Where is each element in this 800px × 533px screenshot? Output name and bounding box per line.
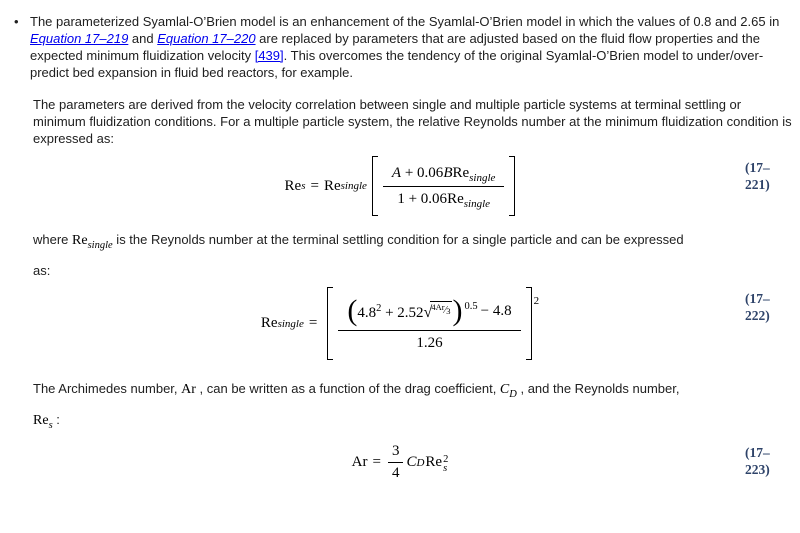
right-bracket bbox=[526, 287, 532, 360]
math-term: A bbox=[391, 165, 402, 181]
math-superscript: 2 bbox=[443, 453, 449, 465]
paragraph-text: are replaced by parameters that are adjusted based on the fluid flow properties and the expected minimum fluidization velocity bbox=[30, 31, 760, 63]
fraction-slash: ⁄ bbox=[444, 304, 447, 316]
fraction-numerator: 3 bbox=[388, 443, 404, 463]
intro-paragraph: The parameters are derived from the velocity correlation between single and multiple particle systems at terminal settling or minimum fluidization conditions. For a multiple particle system, the relative Reynolds number at the minimum fluidization condition is expressed as: bbox=[33, 97, 792, 146]
reference-439-link[interactable]: [439] bbox=[254, 48, 284, 63]
inline-math-re-s bbox=[33, 413, 53, 431]
math-term: Re bbox=[33, 413, 49, 428]
paragraph-text: The parameterized Syamlal-O’Brien model is an enhancement of the Syamlal-O’Brien model in which the values of 0.8 and 2.65 in bbox=[30, 14, 780, 29]
math-superscript: 2 bbox=[376, 302, 382, 314]
equation-17-220-link[interactable]: Equation 17–220 bbox=[157, 31, 256, 46]
math-term: Re bbox=[452, 165, 470, 181]
math-term: 4.8 bbox=[357, 304, 377, 321]
math-term: Re bbox=[323, 177, 341, 194]
math-subscript: s bbox=[48, 419, 53, 431]
paragraph-text: , can be written as a function of the drag coefficient, bbox=[195, 381, 500, 396]
where-paragraph bbox=[33, 225, 794, 286]
equation-number bbox=[745, 159, 793, 193]
equation-17-221: Re s = Re single $\frac{A + 0.06BRe_{single}}{1 + 0.06Re_{single}}$ bbox=[285, 156, 516, 216]
bullet-paragraph-text bbox=[30, 13, 795, 81]
fraction-numerator bbox=[383, 164, 505, 187]
math-subscript: single bbox=[463, 198, 491, 210]
math-subscript: single bbox=[87, 239, 113, 251]
equals-sign: = bbox=[372, 454, 381, 470]
math-term: Re bbox=[425, 454, 443, 470]
equation-block-17-222 bbox=[0, 287, 800, 360]
math-term: + 2.52 bbox=[381, 304, 424, 321]
math-term: C bbox=[499, 382, 510, 397]
equals-sign: = bbox=[308, 315, 318, 331]
fraction-denominator bbox=[397, 187, 490, 208]
bullet-paragraph bbox=[14, 13, 795, 81]
right-bracket bbox=[509, 156, 515, 216]
left-paren: ( bbox=[347, 294, 358, 327]
fraction-denominator: 4 bbox=[391, 465, 400, 481]
math-term: 4Ar bbox=[431, 301, 445, 312]
math-superscript: 0.5 bbox=[464, 301, 478, 312]
math-term: B bbox=[443, 165, 453, 181]
equals-sign: = bbox=[310, 177, 319, 194]
square-root bbox=[423, 301, 453, 321]
math-term: Re bbox=[284, 177, 302, 194]
paragraph-text: as: bbox=[33, 263, 51, 278]
math-subscript: s bbox=[443, 462, 448, 474]
left-bracket bbox=[327, 287, 333, 360]
math-term: 1 + 0.06 bbox=[397, 191, 448, 207]
right-paren: ) bbox=[452, 294, 463, 327]
equation-17-223: Ar = $\frac{3}{4}$ C D Re 2 s bbox=[352, 441, 449, 484]
inline-math-re-single bbox=[72, 233, 113, 251]
math-term: Re bbox=[72, 233, 88, 248]
fraction bbox=[388, 441, 404, 484]
document-page bbox=[0, 13, 800, 484]
equation-number-line2: 221) bbox=[745, 177, 770, 192]
radicand bbox=[430, 301, 452, 317]
equation-number-line2: 222) bbox=[745, 308, 770, 323]
equation-number-line1: (17– bbox=[745, 160, 770, 175]
paragraph-text: The Archimedes number, bbox=[33, 381, 182, 396]
fraction-denominator: 1.26 bbox=[416, 335, 443, 351]
math-subscript: D bbox=[509, 388, 517, 400]
math-term: 3 bbox=[446, 305, 451, 316]
paragraph-text: is the Reynolds number at the terminal settling condition for a single particle and can be expressed bbox=[112, 232, 684, 247]
archimedes-paragraph bbox=[33, 374, 794, 436]
math-term: − 4.8 bbox=[480, 302, 512, 319]
numerator-content bbox=[347, 296, 511, 326]
equation-number-line1: (17– bbox=[745, 291, 770, 306]
equation-number bbox=[745, 444, 793, 478]
paragraph-text: , and the Reynolds number, bbox=[516, 381, 680, 396]
fraction-numerator bbox=[338, 295, 520, 331]
math-superscript: 2 bbox=[533, 295, 540, 307]
equation-block-17-221 bbox=[0, 156, 800, 216]
radical-sign: √ bbox=[423, 303, 433, 321]
math-term-group bbox=[357, 301, 452, 322]
equation-number-line1: (17– bbox=[745, 445, 770, 460]
left-bracket bbox=[372, 156, 378, 216]
math-term: C bbox=[406, 454, 417, 470]
equation-block-17-223 bbox=[0, 441, 800, 484]
paragraph-text: . This overcomes the tendency of the original Syamlal-O’Brien model to under/over-predict bed expansion in fluid bed reactors, for example. bbox=[30, 48, 764, 80]
paragraph-text: where bbox=[33, 232, 73, 247]
inline-math-ar: Ar bbox=[181, 382, 196, 397]
math-term: Re bbox=[447, 191, 464, 207]
paragraph-text: : bbox=[52, 412, 60, 427]
equation-number-line2: 223) bbox=[745, 462, 770, 477]
math-term: + 0.06 bbox=[401, 165, 444, 181]
paragraph-text: and bbox=[128, 31, 158, 46]
equation-17-222: Re single = ( $4.8^2$ + 2.52√$^{4Ar}$⁄3 ) 0.5 − 4.8 1.26 2 bbox=[261, 287, 539, 360]
math-term: Re bbox=[260, 315, 278, 331]
math-subscript: single bbox=[469, 172, 496, 184]
fraction bbox=[338, 287, 520, 360]
equation-17-219-link[interactable]: Equation 17–219 bbox=[30, 31, 129, 46]
fraction bbox=[383, 156, 505, 216]
bullet-marker: • bbox=[14, 14, 19, 29]
inline-math-cd bbox=[499, 382, 517, 400]
equation-number bbox=[745, 290, 793, 324]
math-term: Ar bbox=[351, 454, 368, 470]
math-sup-sub-stack bbox=[443, 455, 448, 473]
